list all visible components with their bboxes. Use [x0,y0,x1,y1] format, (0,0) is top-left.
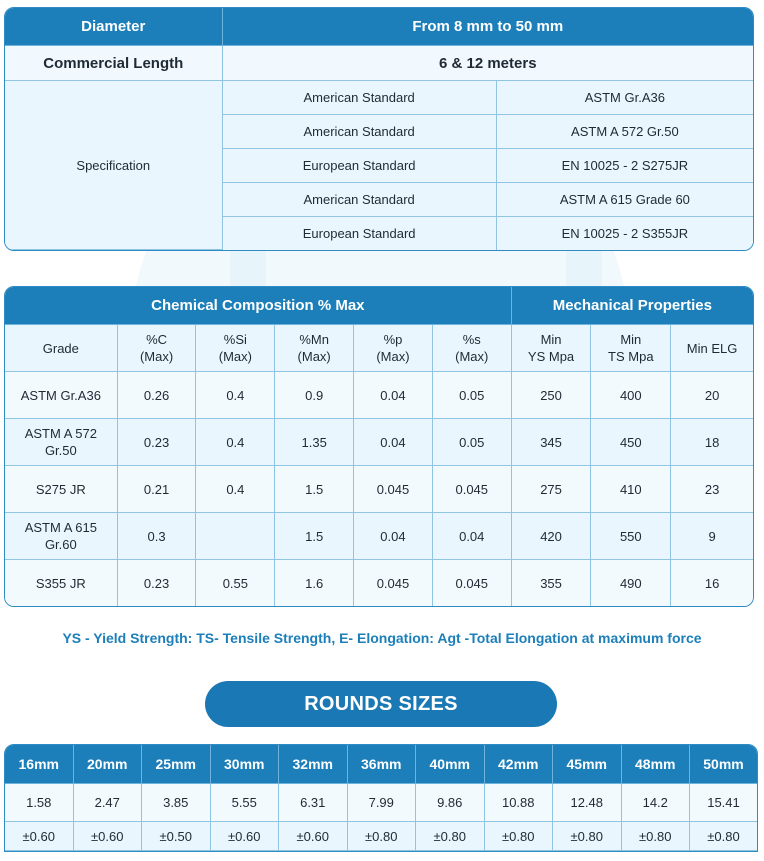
row-grade: ASTM A 572 Gr.50 [5,419,118,466]
weight-cell: 3.85 [142,784,211,822]
weight-cell: 2.47 [74,784,143,822]
cell-s: 0.045 [433,560,512,606]
spec-grade: ASTM A 615 Grade 60 [497,183,753,217]
cell-si [196,513,275,560]
length-label: Commercial Length [5,46,223,81]
cell-p: 0.045 [354,466,433,513]
size-cell: 36mm [348,745,417,784]
table-row [5,419,753,466]
specification-label: Specification [5,81,223,250]
cell-s: 0.04 [433,513,512,560]
cell-mn: 1.35 [275,419,354,466]
cell-si: 0.4 [196,372,275,419]
cell-ys: 355 [512,560,592,606]
cell-elg: 20 [671,372,753,419]
tolerance-cell: ±0.80 [622,822,691,851]
col-mn: %Mn (Max) [275,325,354,372]
cell-c: 0.23 [118,419,197,466]
cell-ts: 490 [591,560,671,606]
spec-standard: European Standard [223,217,497,250]
mech-header: Mechanical Properties [512,287,753,325]
cell-elg: 23 [671,466,753,513]
col-grade: Grade [5,325,118,372]
cell-ts: 450 [591,419,671,466]
tolerance-cell: ±0.60 [279,822,348,851]
weight-cell: 6.31 [279,784,348,822]
composition-table [4,286,754,607]
table-row [5,466,753,513]
cell-si: 0.4 [196,419,275,466]
table-row [5,372,753,419]
cell-c: 0.26 [118,372,197,419]
col-p: %p (Max) [354,325,433,372]
cell-ys: 275 [512,466,592,513]
size-cell: 25mm [142,745,211,784]
rounds-table [4,744,758,852]
row-grade: ASTM Gr.A36 [5,372,118,419]
col-ys: Min YS Mpa [512,325,592,372]
col-ts: Min TS Mpa [591,325,671,372]
row-grade: ASTM A 615 Gr.60 [5,513,118,560]
cell-ys: 345 [512,419,592,466]
cell-p: 0.04 [354,372,433,419]
size-cell: 50mm [690,745,757,784]
tolerance-cell: ±0.60 [74,822,143,851]
tolerance-cell: ±0.80 [553,822,622,851]
size-cell: 20mm [74,745,143,784]
tolerance-cell: ±0.50 [142,822,211,851]
cell-c: 0.3 [118,513,197,560]
cell-ys: 250 [512,372,592,419]
row-grade: S275 JR [5,466,118,513]
cell-p: 0.04 [354,419,433,466]
cell-elg: 16 [671,560,753,606]
weight-cell: 12.48 [553,784,622,822]
size-cell: 32mm [279,745,348,784]
cell-c: 0.23 [118,560,197,606]
weight-cell: 9.86 [416,784,485,822]
tolerance-cell: ±0.60 [5,822,74,851]
weight-cell: 7.99 [348,784,417,822]
spec-grade: EN 10025 - 2 S275JR [497,149,753,183]
cell-elg: 18 [671,419,753,466]
table-row [5,513,753,560]
spec-grade: ASTM A 572 Gr.50 [497,115,753,149]
length-value: 6 & 12 meters [223,46,753,81]
table-row [5,822,757,851]
tolerance-cell: ±0.80 [690,822,757,851]
cell-elg: 9 [671,513,753,560]
size-cell: 42mm [485,745,554,784]
spec-table [4,7,754,251]
cell-si: 0.55 [196,560,275,606]
weight-cell: 10.88 [485,784,554,822]
cell-s: 0.05 [433,419,512,466]
cell-mn: 0.9 [275,372,354,419]
col-c: %C (Max) [118,325,197,372]
col-s: %s (Max) [433,325,512,372]
cell-ts: 410 [591,466,671,513]
spec-standard: American Standard [223,81,497,115]
tolerance-cell: ±0.60 [211,822,280,851]
cell-mn: 1.5 [275,466,354,513]
chem-header: Chemical Composition % Max [5,287,512,325]
cell-ts: 400 [591,372,671,419]
cell-c: 0.21 [118,466,197,513]
table-row [5,784,757,822]
tolerance-cell: ±0.80 [485,822,554,851]
cell-s: 0.05 [433,372,512,419]
weight-cell: 5.55 [211,784,280,822]
spec-standard: American Standard [223,115,497,149]
col-elg: Min ELG [671,325,753,372]
diameter-label: Diameter [5,8,223,46]
tolerance-cell: ±0.80 [416,822,485,851]
cell-p: 0.04 [354,513,433,560]
weight-cell: 14.2 [622,784,691,822]
spec-grade: EN 10025 - 2 S355JR [497,217,753,250]
weight-cell: 1.58 [5,784,74,822]
cell-mn: 1.6 [275,560,354,606]
cell-p: 0.045 [354,560,433,606]
tolerance-cell: ±0.80 [348,822,417,851]
size-cell: 40mm [416,745,485,784]
cell-ys: 420 [512,513,592,560]
rounds-sizes-title: ROUNDS SIZES [205,681,557,727]
size-cell: 30mm [211,745,280,784]
spec-standard: American Standard [223,183,497,217]
spec-grade: ASTM Gr.A36 [497,81,753,115]
row-grade: S355 JR [5,560,118,606]
size-cell: 16mm [5,745,74,784]
cell-s: 0.045 [433,466,512,513]
legend-note: YS - Yield Strength: TS- Tensile Strength, E- Elongation: Agt -Total Elongation at maximum force [62,630,702,646]
diameter-value: From 8 mm to 50 mm [223,8,753,46]
weight-cell: 15.41 [690,784,757,822]
spec-standard: European Standard [223,149,497,183]
col-si: %Si (Max) [196,325,275,372]
cell-mn: 1.5 [275,513,354,560]
cell-ts: 550 [591,513,671,560]
size-cell: 48mm [622,745,691,784]
cell-si: 0.4 [196,466,275,513]
table-row [5,560,753,606]
size-cell: 45mm [553,745,622,784]
table-row [5,745,757,784]
